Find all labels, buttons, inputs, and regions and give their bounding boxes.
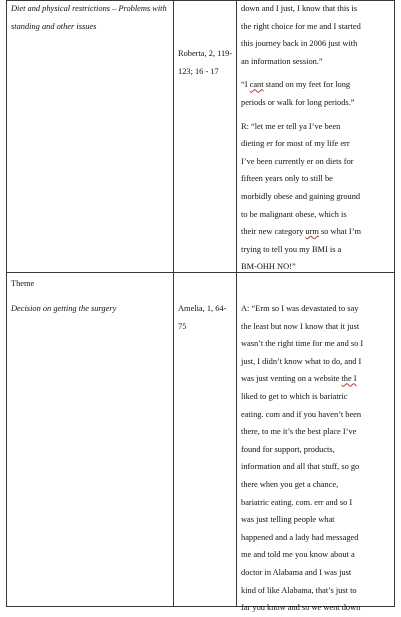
quote-line: happened and a lady had messaged <box>241 532 359 542</box>
quote-line: liked to get to which is bariatric <box>241 391 348 401</box>
quote-line: R: “let me er tell ya I’ve been <box>241 121 341 131</box>
quote-line: far you know and so we went down <box>241 603 361 613</box>
quote-line: morbidly obese and gaining ground <box>241 191 361 201</box>
theme-label: Theme <box>11 279 35 288</box>
quote-line: there, to me it’s the best place I’ve <box>241 427 357 437</box>
quote-line: BM-OHH NO!” <box>241 262 296 272</box>
quote-line: their new category urm so what I’m <box>241 227 362 237</box>
quote-line: an information session.” <box>241 56 323 66</box>
quote-line: eating. com and if you haven’t been <box>241 409 362 419</box>
quote-line: me and told me you know about a <box>241 550 355 560</box>
quote-line: trying to tell you my BMI is a <box>241 244 342 254</box>
quote-line: was just telling people what <box>241 515 335 525</box>
quote-line: was just venting on a website the I <box>241 374 357 384</box>
quote-line: the least but now I know that it just <box>241 321 360 331</box>
citation-text: Roberta, 2, 119-123; 16 - 17 <box>178 49 233 76</box>
subtheme-text: Diet and physical restrictions – Problems with standing and other issues <box>11 4 167 31</box>
citation-cell <box>178 45 234 80</box>
quote-line: bariatric eating. com. err and so I <box>241 497 353 507</box>
quote-line: found for support, products, <box>241 444 335 454</box>
quote-line: down and I just, I know that this is <box>241 4 358 13</box>
quote-line: dieting er for most of my life err <box>241 139 350 149</box>
quote-line: this journey back in 2006 just with <box>241 39 358 49</box>
subtheme-cell <box>11 0 169 35</box>
citation-text: Amelia, 1, 64-75 <box>178 304 227 331</box>
table-border-left <box>6 0 7 607</box>
quote-line: the right choice for me and I started <box>241 21 361 31</box>
table-border-right <box>394 0 395 607</box>
quote-cell <box>241 0 393 276</box>
quote-line: just, I didn’t know what to do, and I <box>241 356 362 366</box>
quote-line: fifteen years only to still be <box>241 174 333 184</box>
spellcheck-mark: cant <box>249 80 264 90</box>
quote-line: periods or walk for long periods.” <box>241 97 355 107</box>
quote-line: there when you get a chance, <box>241 479 339 489</box>
quote-line: “I cant stand on my feet for long <box>241 80 351 90</box>
subtheme-cell <box>11 300 169 318</box>
quote-line: information and all that stuff, so go <box>241 462 360 472</box>
citation-cell <box>178 300 234 335</box>
coding-table <box>6 0 395 613</box>
quote-line: wasn’t the right time for me and so I <box>241 339 364 349</box>
column-divider-1 <box>173 0 174 607</box>
theme-label-cell <box>11 275 169 293</box>
quote-line: doctor in Alabama and I was just <box>241 567 352 577</box>
column-divider-2 <box>236 0 237 607</box>
quote-line: kind of like Alabama, that’s just to <box>241 585 357 595</box>
spellcheck-mark: urm <box>305 227 319 237</box>
quote-line: A: “Erm so I was devastated to say <box>241 304 359 313</box>
quote-line: to be malignant obese, which is <box>241 209 347 219</box>
quote-line: I’ve been currently er on diets for <box>241 156 354 166</box>
subtheme-text: Decision on getting the surgery <box>11 304 117 313</box>
spellcheck-mark: the I <box>341 374 357 384</box>
quote-cell <box>241 300 393 617</box>
